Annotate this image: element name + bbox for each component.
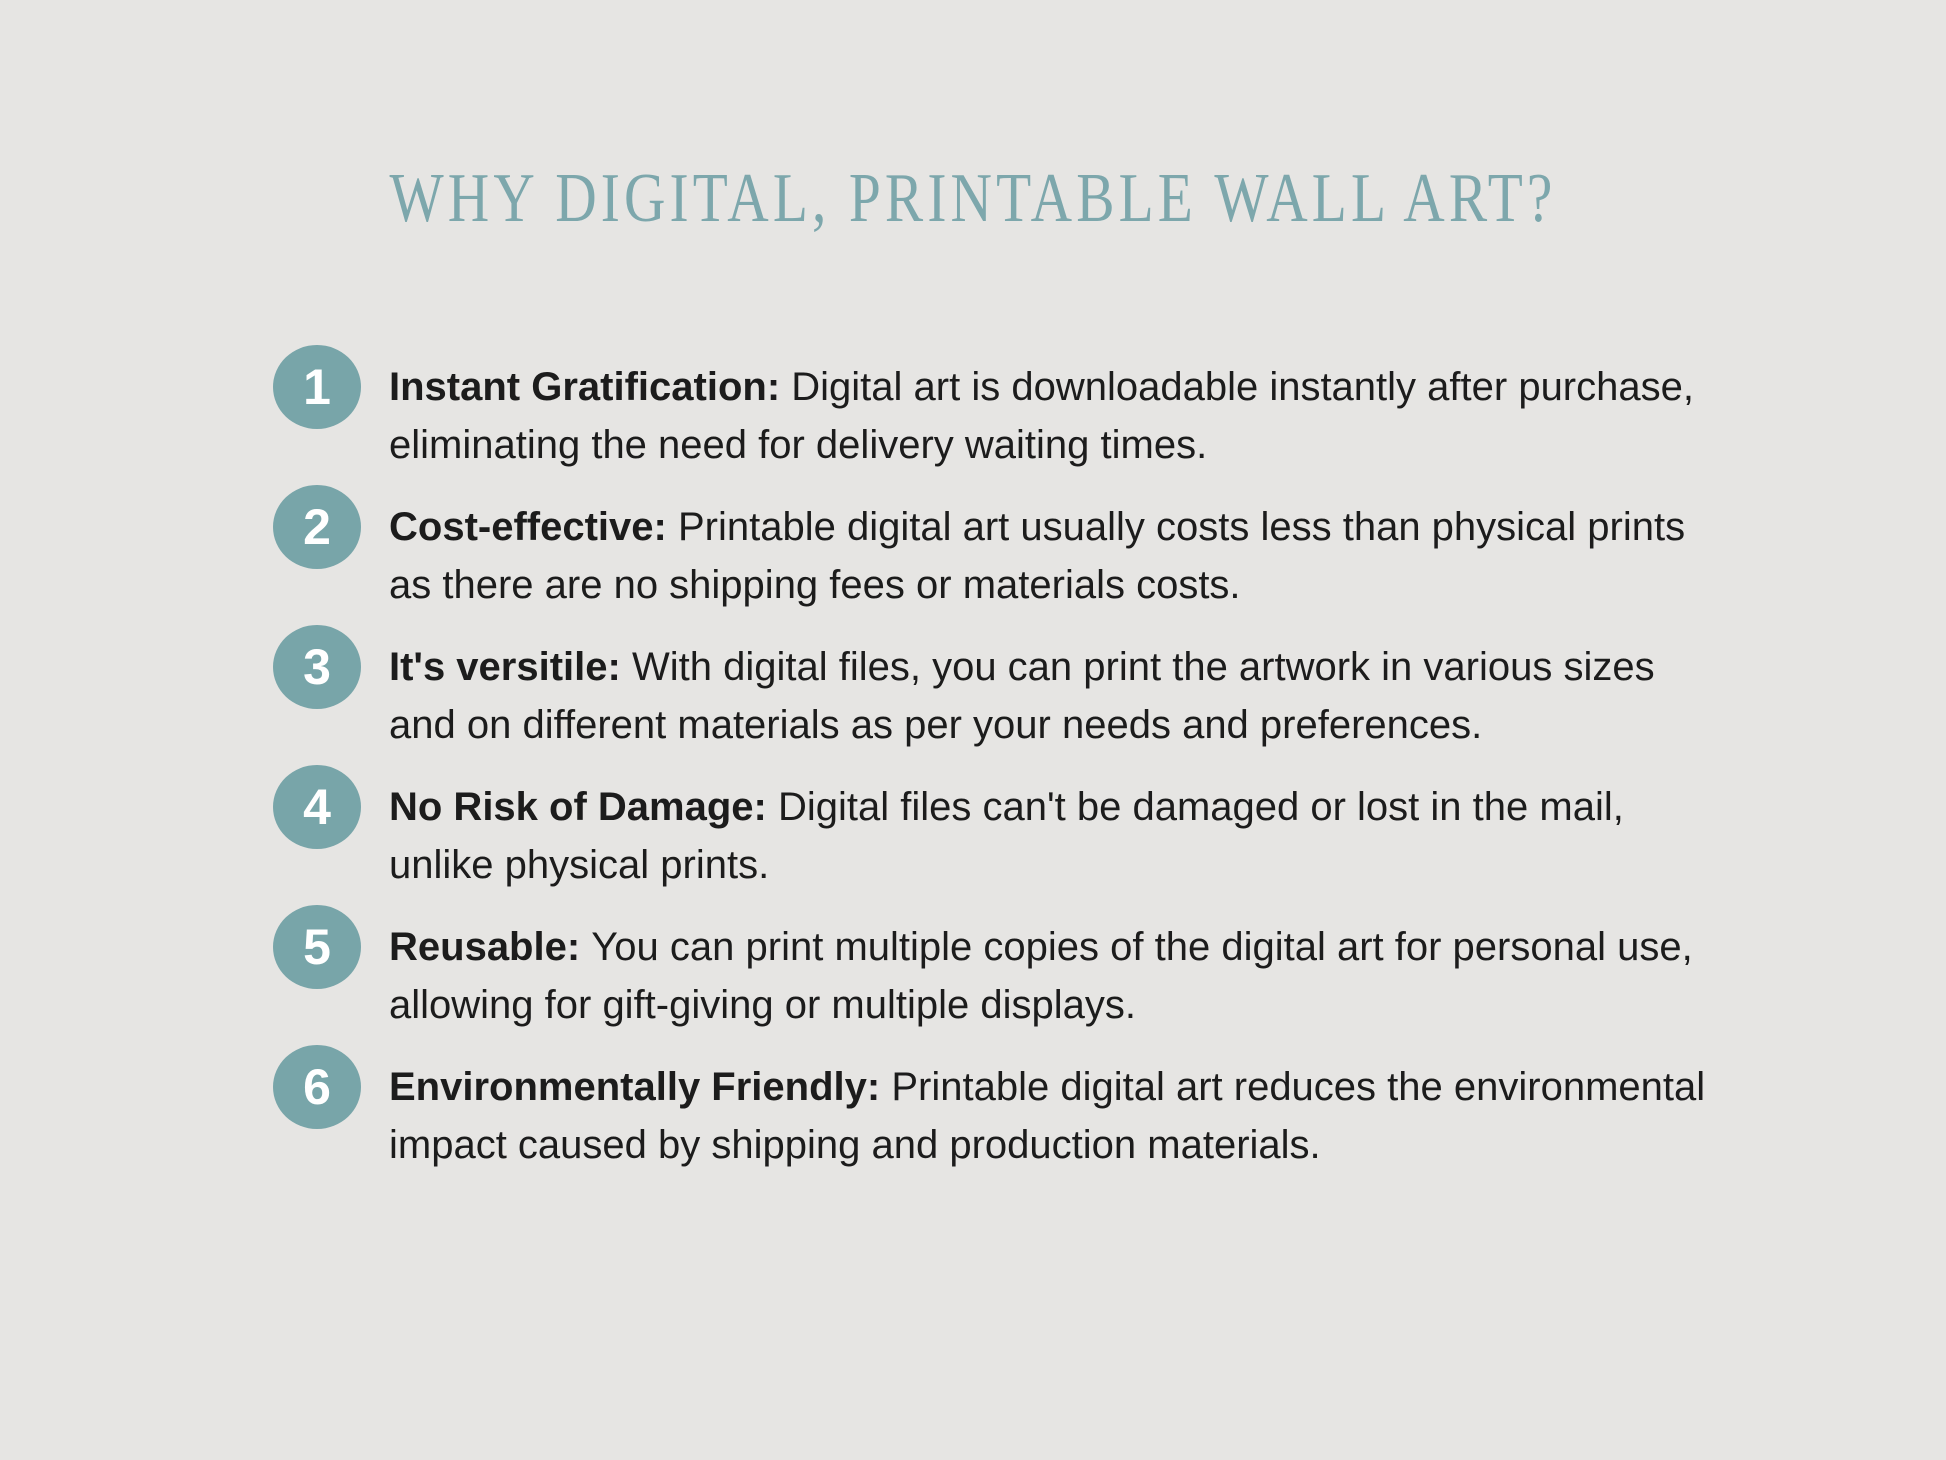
badge-number: 2	[303, 499, 331, 555]
number-badge	[273, 765, 361, 849]
number-badge	[273, 1045, 361, 1129]
number-badge	[273, 625, 361, 709]
benefit-description: You can print multiple copies of the digital art for personal use, allowing for gift-giving or multiple displays.	[389, 925, 1693, 1027]
list-item	[273, 1058, 1719, 1174]
benefit-lead: Instant Gratification:	[389, 365, 781, 409]
benefit-description: Digital art is downloadable instantly after purchase, eliminating the need for delivery waiting times.	[389, 365, 1694, 467]
page-title: WHY DIGITAL, PRINTABLE WALL ART?	[389, 160, 1557, 237]
badge-number: 4	[303, 779, 331, 835]
badge-number: 6	[303, 1059, 331, 1115]
badge-number: 1	[303, 359, 331, 415]
number-badge	[273, 905, 361, 989]
list-item	[273, 778, 1719, 894]
benefit-lead: It's versitile:	[389, 645, 621, 689]
benefit-text	[389, 918, 1719, 1034]
list-item	[273, 918, 1719, 1034]
benefit-description: With digital files, you can print the artwork in various sizes and on different materials as per your needs and preferences.	[389, 645, 1655, 747]
badge-number: 3	[303, 639, 331, 695]
benefit-text	[389, 1058, 1719, 1174]
benefit-description: Printable digital art usually costs less than physical prints as there are no shipping fees or materials costs.	[389, 505, 1686, 607]
benefit-description: Printable digital art reduces the environmental impact caused by shipping and production materials.	[389, 1065, 1706, 1167]
number-badge	[273, 485, 361, 569]
benefit-text	[389, 358, 1719, 474]
benefit-lead: Environmentally Friendly:	[389, 1065, 881, 1109]
number-badge	[273, 345, 361, 429]
benefit-text	[389, 498, 1719, 614]
benefit-lead: No Risk of Damage:	[389, 785, 767, 829]
benefit-lead: Reusable:	[389, 925, 581, 969]
benefit-description: Digital files can't be damaged or lost in the mail, unlike physical prints.	[389, 785, 1624, 887]
benefits-list	[273, 358, 1719, 1174]
badge-number: 5	[303, 919, 331, 975]
list-item	[273, 358, 1719, 474]
benefit-text	[389, 778, 1719, 894]
benefit-lead: Cost-effective:	[389, 505, 667, 549]
list-item	[273, 498, 1719, 614]
list-item	[273, 638, 1719, 754]
benefit-text	[389, 638, 1719, 754]
